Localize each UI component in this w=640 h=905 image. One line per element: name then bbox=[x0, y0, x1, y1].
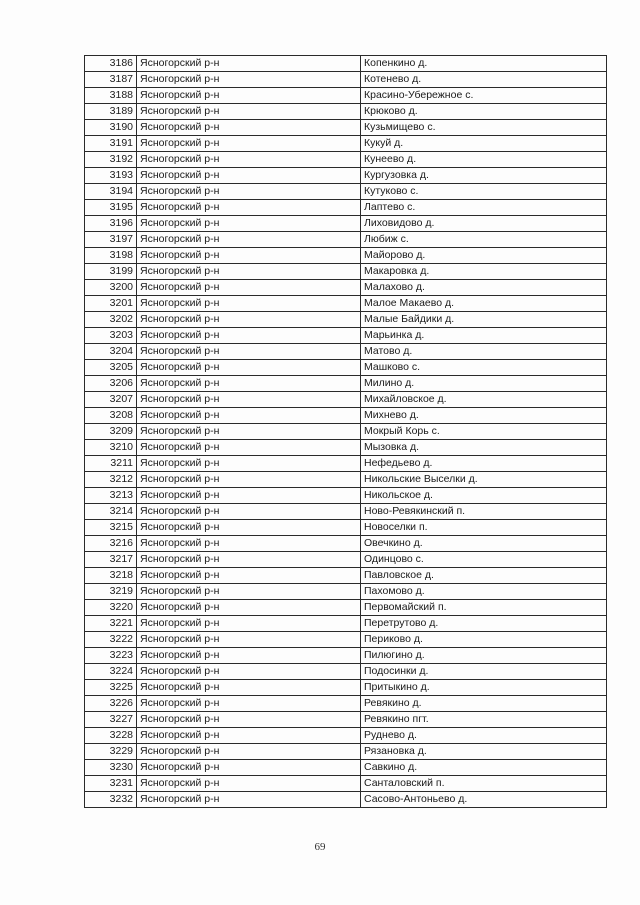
table-row bbox=[85, 712, 607, 728]
settlement-cell: Лаптево с. bbox=[361, 200, 607, 216]
row-number: 3216 bbox=[85, 536, 137, 552]
table-row bbox=[85, 264, 607, 280]
table-row bbox=[85, 296, 607, 312]
district-cell: Ясногорский р-н bbox=[137, 344, 361, 360]
row-number: 3206 bbox=[85, 376, 137, 392]
district-cell: Ясногорский р-н bbox=[137, 584, 361, 600]
table-row bbox=[85, 184, 607, 200]
row-number: 3189 bbox=[85, 104, 137, 120]
table-row bbox=[85, 472, 607, 488]
settlement-cell: Крюково д. bbox=[361, 104, 607, 120]
district-cell: Ясногорский р-н bbox=[137, 56, 361, 72]
settlement-cell: Лиховидово д. bbox=[361, 216, 607, 232]
row-number: 3187 bbox=[85, 72, 137, 88]
table-row bbox=[85, 744, 607, 760]
table-row bbox=[85, 760, 607, 776]
settlement-cell: Периково д. bbox=[361, 632, 607, 648]
district-cell: Ясногорский р-н bbox=[137, 792, 361, 808]
settlement-cell: Нефедьево д. bbox=[361, 456, 607, 472]
settlement-cell: Марьинка д. bbox=[361, 328, 607, 344]
table-row bbox=[85, 440, 607, 456]
district-cell: Ясногорский р-н bbox=[137, 72, 361, 88]
settlement-cell: Никольское д. bbox=[361, 488, 607, 504]
district-cell: Ясногорский р-н bbox=[137, 664, 361, 680]
row-number: 3211 bbox=[85, 456, 137, 472]
district-cell: Ясногорский р-н bbox=[137, 312, 361, 328]
district-cell: Ясногорский р-н bbox=[137, 184, 361, 200]
table-row bbox=[85, 120, 607, 136]
settlement-cell: Малые Байдики д. bbox=[361, 312, 607, 328]
row-number: 3199 bbox=[85, 264, 137, 280]
row-number: 3225 bbox=[85, 680, 137, 696]
district-cell: Ясногорский р-н bbox=[137, 120, 361, 136]
district-cell: Ясногорский р-н bbox=[137, 456, 361, 472]
settlement-cell: Первомайский п. bbox=[361, 600, 607, 616]
table-row bbox=[85, 152, 607, 168]
table-row bbox=[85, 72, 607, 88]
settlement-cell: Рязановка д. bbox=[361, 744, 607, 760]
row-number: 3230 bbox=[85, 760, 137, 776]
table-row bbox=[85, 232, 607, 248]
settlement-cell: Сасово-Антоньево д. bbox=[361, 792, 607, 808]
row-number: 3203 bbox=[85, 328, 137, 344]
district-cell: Ясногорский р-н bbox=[137, 680, 361, 696]
settlement-cell: Малахово д. bbox=[361, 280, 607, 296]
district-cell: Ясногорский р-н bbox=[137, 632, 361, 648]
row-number: 3219 bbox=[85, 584, 137, 600]
settlement-cell: Мызовка д. bbox=[361, 440, 607, 456]
district-cell: Ясногорский р-н bbox=[137, 488, 361, 504]
settlement-cell: Пилюгино д. bbox=[361, 648, 607, 664]
settlement-cell: Матово д. bbox=[361, 344, 607, 360]
table-row bbox=[85, 776, 607, 792]
table-row bbox=[85, 216, 607, 232]
settlement-cell: Макаровка д. bbox=[361, 264, 607, 280]
table-row bbox=[85, 728, 607, 744]
table-row bbox=[85, 312, 607, 328]
district-cell: Ясногорский р-н bbox=[137, 376, 361, 392]
settlement-cell: Майорово д. bbox=[361, 248, 607, 264]
settlement-cell: Притыкино д. bbox=[361, 680, 607, 696]
row-number: 3197 bbox=[85, 232, 137, 248]
settlement-cell: Кутуково с. bbox=[361, 184, 607, 200]
district-cell: Ясногорский р-н bbox=[137, 88, 361, 104]
row-number: 3215 bbox=[85, 520, 137, 536]
settlement-cell: Савкино д. bbox=[361, 760, 607, 776]
district-cell: Ясногорский р-н bbox=[137, 760, 361, 776]
row-number: 3222 bbox=[85, 632, 137, 648]
table-row bbox=[85, 56, 607, 72]
district-cell: Ясногорский р-н bbox=[137, 616, 361, 632]
settlement-cell: Кургузовка д. bbox=[361, 168, 607, 184]
row-number: 3186 bbox=[85, 56, 137, 72]
row-number: 3192 bbox=[85, 152, 137, 168]
row-number: 3217 bbox=[85, 552, 137, 568]
table-row bbox=[85, 376, 607, 392]
district-cell: Ясногорский р-н bbox=[137, 776, 361, 792]
row-number: 3188 bbox=[85, 88, 137, 104]
row-number: 3231 bbox=[85, 776, 137, 792]
district-cell: Ясногорский р-н bbox=[137, 568, 361, 584]
row-number: 3228 bbox=[85, 728, 137, 744]
row-number: 3227 bbox=[85, 712, 137, 728]
settlement-cell: Милино д. bbox=[361, 376, 607, 392]
district-cell: Ясногорский р-н bbox=[137, 520, 361, 536]
row-number: 3205 bbox=[85, 360, 137, 376]
row-number: 3221 bbox=[85, 616, 137, 632]
district-cell: Ясногорский р-н bbox=[137, 136, 361, 152]
district-cell: Ясногорский р-н bbox=[137, 232, 361, 248]
row-number: 3210 bbox=[85, 440, 137, 456]
table-body bbox=[85, 56, 607, 808]
settlements-table bbox=[84, 55, 607, 808]
row-number: 3207 bbox=[85, 392, 137, 408]
row-number: 3195 bbox=[85, 200, 137, 216]
row-number: 3229 bbox=[85, 744, 137, 760]
table-row bbox=[85, 680, 607, 696]
district-cell: Ясногорский р-н bbox=[137, 648, 361, 664]
table-row bbox=[85, 792, 607, 808]
settlement-cell: Машково с. bbox=[361, 360, 607, 376]
row-number: 3224 bbox=[85, 664, 137, 680]
row-number: 3226 bbox=[85, 696, 137, 712]
settlement-cell: Руднево д. bbox=[361, 728, 607, 744]
table-row bbox=[85, 648, 607, 664]
table-row bbox=[85, 568, 607, 584]
table-row bbox=[85, 168, 607, 184]
table-row bbox=[85, 504, 607, 520]
row-number: 3190 bbox=[85, 120, 137, 136]
district-cell: Ясногорский р-н bbox=[137, 280, 361, 296]
row-number: 3204 bbox=[85, 344, 137, 360]
row-number: 3202 bbox=[85, 312, 137, 328]
table-row bbox=[85, 616, 607, 632]
settlement-cell: Копенкино д. bbox=[361, 56, 607, 72]
settlement-cell: Подосинки д. bbox=[361, 664, 607, 680]
district-cell: Ясногорский р-н bbox=[137, 472, 361, 488]
table-row bbox=[85, 328, 607, 344]
district-cell: Ясногорский р-н bbox=[137, 600, 361, 616]
table-row bbox=[85, 456, 607, 472]
district-cell: Ясногорский р-н bbox=[137, 712, 361, 728]
settlement-cell: Ревякино д. bbox=[361, 696, 607, 712]
settlement-cell: Кукуй д. bbox=[361, 136, 607, 152]
table-row bbox=[85, 696, 607, 712]
district-cell: Ясногорский р-н bbox=[137, 392, 361, 408]
row-number: 3212 bbox=[85, 472, 137, 488]
row-number: 3218 bbox=[85, 568, 137, 584]
table-row bbox=[85, 248, 607, 264]
district-cell: Ясногорский р-н bbox=[137, 104, 361, 120]
district-cell: Ясногорский р-н bbox=[137, 744, 361, 760]
table-row bbox=[85, 360, 607, 376]
row-number: 3232 bbox=[85, 792, 137, 808]
table-row bbox=[85, 600, 607, 616]
row-number: 3200 bbox=[85, 280, 137, 296]
table-row bbox=[85, 488, 607, 504]
settlement-cell: Михнево д. bbox=[361, 408, 607, 424]
district-cell: Ясногорский р-н bbox=[137, 168, 361, 184]
row-number: 3208 bbox=[85, 408, 137, 424]
district-cell: Ясногорский р-н bbox=[137, 504, 361, 520]
settlement-cell: Ревякино пгт. bbox=[361, 712, 607, 728]
settlement-cell: Ново-Ревякинский п. bbox=[361, 504, 607, 520]
table-row bbox=[85, 664, 607, 680]
table-row bbox=[85, 408, 607, 424]
settlement-cell: Красино-Убережное с. bbox=[361, 88, 607, 104]
district-cell: Ясногорский р-н bbox=[137, 536, 361, 552]
settlement-cell: Овечкино д. bbox=[361, 536, 607, 552]
row-number: 3194 bbox=[85, 184, 137, 200]
district-cell: Ясногорский р-н bbox=[137, 264, 361, 280]
row-number: 3201 bbox=[85, 296, 137, 312]
table-row bbox=[85, 584, 607, 600]
table-row bbox=[85, 88, 607, 104]
settlement-cell: Павловское д. bbox=[361, 568, 607, 584]
settlement-cell: Никольские Выселки д. bbox=[361, 472, 607, 488]
settlement-cell: Одинцово с. bbox=[361, 552, 607, 568]
table-row bbox=[85, 104, 607, 120]
settlement-cell: Новоселки п. bbox=[361, 520, 607, 536]
district-cell: Ясногорский р-н bbox=[137, 408, 361, 424]
row-number: 3193 bbox=[85, 168, 137, 184]
table-row bbox=[85, 520, 607, 536]
district-cell: Ясногорский р-н bbox=[137, 328, 361, 344]
settlement-cell: Кунеево д. bbox=[361, 152, 607, 168]
table-row bbox=[85, 536, 607, 552]
table-row bbox=[85, 552, 607, 568]
row-number: 3220 bbox=[85, 600, 137, 616]
table-row bbox=[85, 280, 607, 296]
settlement-cell: Пахомово д. bbox=[361, 584, 607, 600]
row-number: 3209 bbox=[85, 424, 137, 440]
row-number: 3198 bbox=[85, 248, 137, 264]
table-row bbox=[85, 200, 607, 216]
district-cell: Ясногорский р-н bbox=[137, 696, 361, 712]
district-cell: Ясногорский р-н bbox=[137, 296, 361, 312]
district-cell: Ясногорский р-н bbox=[137, 728, 361, 744]
row-number: 3213 bbox=[85, 488, 137, 504]
district-cell: Ясногорский р-н bbox=[137, 360, 361, 376]
settlement-cell: Перетрутово д. bbox=[361, 616, 607, 632]
row-number: 3191 bbox=[85, 136, 137, 152]
district-cell: Ясногорский р-н bbox=[137, 216, 361, 232]
district-cell: Ясногорский р-н bbox=[137, 552, 361, 568]
district-cell: Ясногорский р-н bbox=[137, 248, 361, 264]
district-cell: Ясногорский р-н bbox=[137, 440, 361, 456]
district-cell: Ясногорский р-н bbox=[137, 200, 361, 216]
table-row bbox=[85, 632, 607, 648]
table-row bbox=[85, 344, 607, 360]
table-row bbox=[85, 136, 607, 152]
district-cell: Ясногорский р-н bbox=[137, 152, 361, 168]
district-cell: Ясногорский р-н bbox=[137, 424, 361, 440]
settlement-cell: Мокрый Корь с. bbox=[361, 424, 607, 440]
row-number: 3196 bbox=[85, 216, 137, 232]
settlement-cell: Кузьмищево с. bbox=[361, 120, 607, 136]
settlement-cell: Любиж с. bbox=[361, 232, 607, 248]
settlement-cell: Михайловское д. bbox=[361, 392, 607, 408]
settlement-cell: Малое Макаево д. bbox=[361, 296, 607, 312]
row-number: 3214 bbox=[85, 504, 137, 520]
table-row bbox=[85, 392, 607, 408]
row-number: 3223 bbox=[85, 648, 137, 664]
page-number: 69 bbox=[314, 841, 326, 853]
table-row bbox=[85, 424, 607, 440]
settlement-cell: Санталовский п. bbox=[361, 776, 607, 792]
settlement-cell: Котенево д. bbox=[361, 72, 607, 88]
